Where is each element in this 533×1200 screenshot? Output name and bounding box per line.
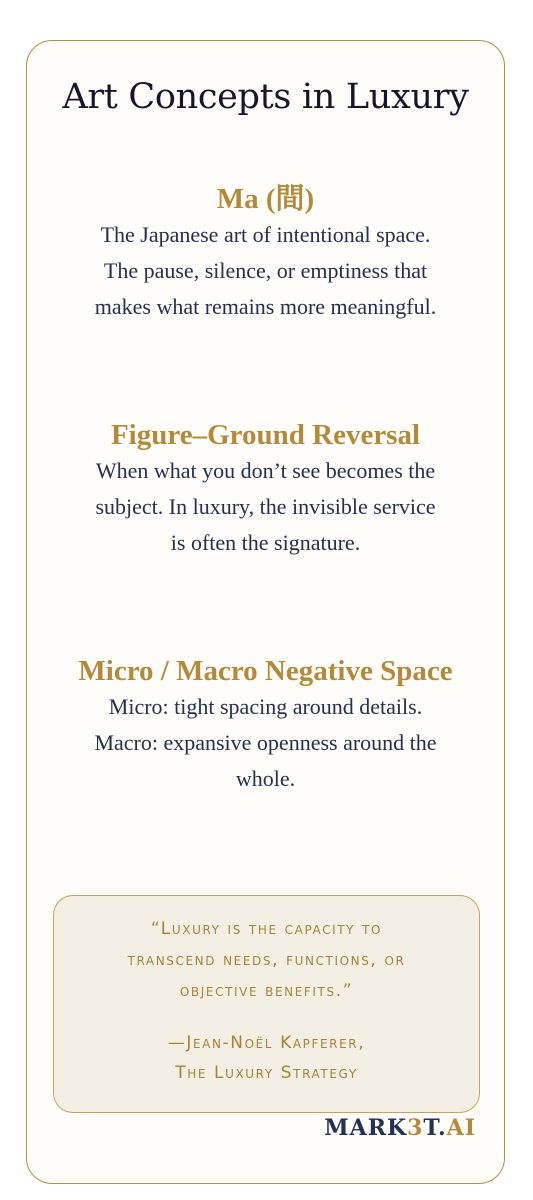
quote-line: “Luxury is the capacity to xyxy=(150,919,383,939)
infographic-card xyxy=(26,40,505,1184)
section-line: makes what remains more meaningful. xyxy=(94,294,437,319)
quote-line: transcend needs, functions, or xyxy=(127,950,406,970)
section-ma xyxy=(27,181,504,325)
section-heading: Figure–Ground Reversal xyxy=(110,419,421,451)
logo-part: MARK xyxy=(324,1115,408,1141)
author-line: The Luxury Strategy xyxy=(175,1063,358,1083)
section-line: whole. xyxy=(235,766,296,791)
author-line: —Jean-Noël Kapferer, xyxy=(167,1033,366,1053)
section-figure-ground xyxy=(27,417,504,561)
section-line: The Japanese art of intentional space. xyxy=(100,222,431,247)
quote-text xyxy=(54,914,479,1007)
section-line: When what you don’t see becomes the xyxy=(95,458,436,483)
quote-author xyxy=(54,1028,479,1088)
logo-part: 3 xyxy=(407,1115,424,1141)
section-line: Micro: tight spacing around details. xyxy=(108,694,423,719)
section-line: The pause, silence, or emptiness that xyxy=(103,258,428,283)
page-title: Art Concepts in Luxury xyxy=(62,77,469,117)
section-line: Macro: expansive openness around the xyxy=(94,730,437,755)
section-heading: Micro / Macro Negative Space xyxy=(78,655,453,687)
logo-part: T. xyxy=(423,1115,447,1141)
logo-part: AI xyxy=(446,1115,476,1141)
section-heading: Ma (間) xyxy=(216,183,315,215)
quote-box xyxy=(53,895,480,1113)
section-line: subject. In luxury, the invisible service xyxy=(95,494,436,519)
section-negative-space xyxy=(27,653,504,797)
quote-line: objective benefits.” xyxy=(179,981,354,1001)
section-line: is often the signature. xyxy=(170,530,361,555)
brand-logo xyxy=(324,1115,476,1141)
